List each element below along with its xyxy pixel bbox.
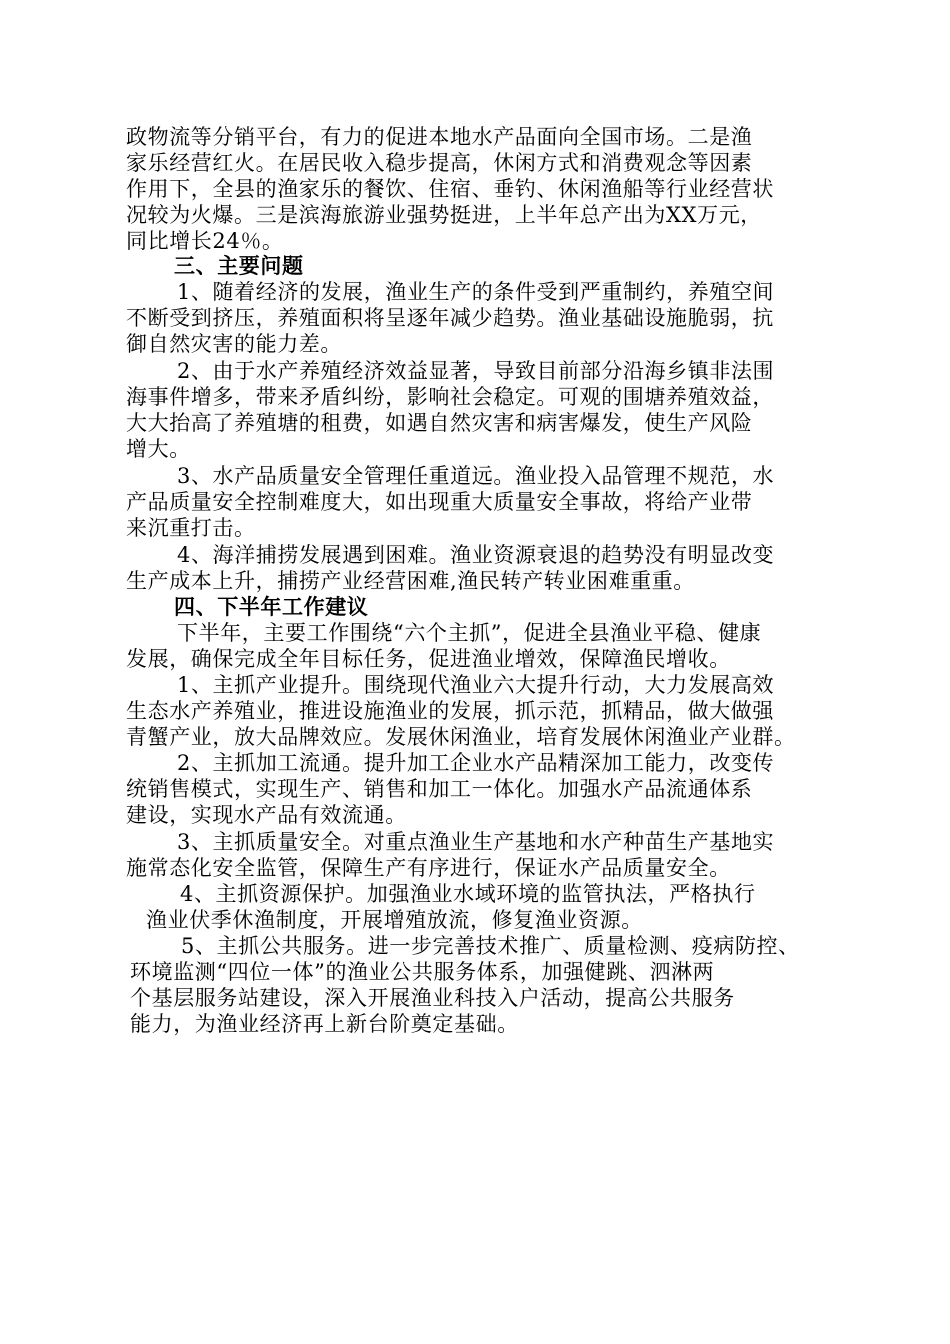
text-line: 5、主抓公共服务。进一步完善技术推广、质量检测、疫病防控、: [181, 934, 800, 958]
section-heading-3: 三、主要问题: [174, 253, 304, 278]
text-line: 同比增长24％。: [126, 229, 284, 253]
text-line: 1、随着经济的发展，渔业生产的条件受到严重制约，养殖空间: [177, 280, 775, 304]
text-line: 生态水产养殖业，推进设施渔业的发展，抓示范，抓精品，做大做强: [126, 699, 774, 723]
text-line: 1、主抓产业提升。围绕现代渔业六大提升行动，大力发展高效: [177, 673, 775, 697]
text-line: 4、海洋捕捞发展遇到困难。渔业资源衰退的趋势没有明显改变: [177, 543, 775, 567]
text-line: 况较为火爆。三是滨海旅游业强势挺进，上半年总产出为XX万元，: [126, 203, 762, 227]
text-line: 能力，为渔业经济再上新台阶奠定基础。: [130, 1012, 519, 1036]
text-line: 3、水产品质量安全管理任重道远。渔业投入品管理不规范，水: [177, 464, 775, 488]
text-line: 御自然灾害的能力差。: [126, 332, 342, 356]
text-line: 建设，实现水产品有效流通。: [126, 803, 407, 827]
text-line: 增大。: [126, 437, 191, 461]
text-line: 来沉重打击。: [126, 516, 256, 540]
text-line: 家乐经营红火。在居民收入稳步提高，休闲方式和消费观念等因素: [126, 151, 753, 175]
text-line: 统销售模式，实现生产、销售和加工一体化。加强水产品流通体系: [126, 777, 753, 801]
text-line: 2、主抓加工流通。提升加工企业水产品精深加工能力，改变传: [177, 751, 775, 775]
text-line: 不断受到挤压，养殖面积将呈逐年减少趋势。渔业基础设施脆弱，抗: [126, 306, 774, 330]
text-line: 3、主抓质量安全。对重点渔业生产基地和水产种苗生产基地实: [177, 830, 775, 854]
text-line: 渔业伏季休渔制度，开展增殖放流，修复渔业资源。: [146, 908, 643, 932]
text-line: 作用下，全县的渔家乐的餐饮、住宿、垂钓、休闲渔船等行业经营状: [126, 177, 774, 201]
text-line: 大大抬高了养殖塘的租费，如遇自然灾害和病害爆发，使生产风险: [126, 411, 753, 435]
text-line: 发展，确保完成全年目标任务，促进渔业增效，保障渔民增收。: [126, 647, 731, 671]
section-heading-4: 四、下半年工作建议: [174, 594, 369, 619]
text-line: 4、主抓资源保护。加强渔业水域环境的监管执法，严格执行: [180, 882, 756, 906]
text-line: 下半年，主要工作围绕“六个主抓”，促进全县渔业平稳、健康: [177, 621, 762, 645]
text-line: 青蟹产业，放大品牌效应。发展休闲渔业，培育发展休闲渔业产业群。: [126, 725, 796, 749]
text-line: 个基层服务站建设，深入开展渔业科技入户活动，提高公共服务: [130, 986, 735, 1010]
text-line: 环境监测“四位一体”的渔业公共服务体系，加强健跳、泗淋两: [130, 960, 715, 984]
text-line: 政物流等分销平台，有力的促进本地水产品面向全国市场。二是渔: [126, 125, 753, 149]
text-line: 施常态化安全监管，保障生产有序进行，保证水产品质量安全。: [126, 856, 731, 880]
text-line: 海事件增多，带来矛盾纠纷，影响社会稳定。可观的围塘养殖效益，: [126, 385, 774, 409]
text-line: 2、由于水产养殖经济效益显著，导致目前部分沿海乡镇非法围: [177, 359, 775, 383]
text-line: 产品质量安全控制难度大，如出现重大质量安全事故，将给产业带: [126, 490, 753, 514]
text-line: 生产成本上升，捕捞产业经营困难,渔民转产转业困难重重。: [126, 569, 695, 593]
